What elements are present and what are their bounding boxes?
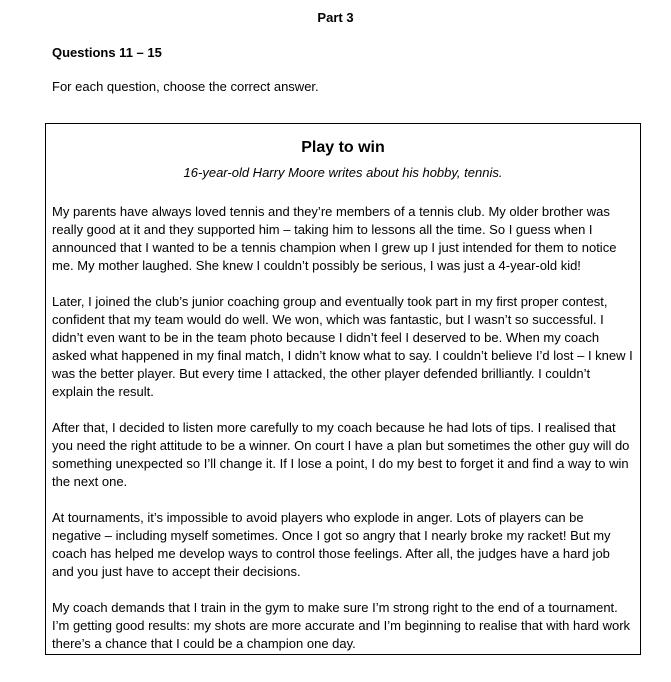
instruction-text: For each question, choose the correct answer. xyxy=(52,79,319,94)
article-paragraph: At tournaments, it’s impossible to avoid players who explode in anger. Lots of players can be negative – including myself sometimes. Once I got so angry that I nearly broke my racket! But my coach has helped me develop ways to control those feelings. After all, the judges have a hard job and you just have to accept their decisions. xyxy=(52,510,611,579)
article-paragraph: After that, I decided to listen more carefully to my coach because he had lots of tips. I realised that you need the right attitude to be a winner. On court I have a plan but sometimes the other guy will do something unexpected so I’ll change it. If I lose a point, I do my best to forget it and find a way to win the next one. xyxy=(52,420,630,489)
part-heading: Part 3 xyxy=(317,10,354,25)
article-title: Play to win xyxy=(301,139,385,156)
article-paragraph: My parents have always loved tennis and they’re members of a tennis club. My older brother was really good at it and they supported him – taking him to lessons all the time. So I guess when I announced that I wanted to be a tennis champion when I grew up I just intended for them to notice me. My mother laughed. She knew I couldn’t possibly be serious, I was just a 4-year-old kid! xyxy=(52,204,617,273)
article-subtitle: 16-year-old Harry Moore writes about his hobby, tennis. xyxy=(183,165,503,180)
article-paragraph: My coach demands that I train in the gym to make sure I’m strong right to the end of a tournament. I’m getting good results: my shots are more accurate and I’m beginning to realise that with hard work there’s a chance that I could be a champion one day. xyxy=(52,600,631,651)
questions-heading: Questions 11 – 15 xyxy=(52,45,162,60)
article-body xyxy=(52,203,634,671)
article-paragraph: Later, I joined the club’s junior coaching group and eventually took part in my first proper contest, confident that my team would do well. We won, which was fantastic, but I wasn’t so successful. I didn’t even want to be in the team photo because I didn’t feel I deserved to be. When my coach asked what happened in my final match, I didn’t know what to say. I couldn’t believe I’d lost – I knew I was the better player. But every time I attacked, the other player defended brilliantly. I couldn’t explain the result. xyxy=(52,294,633,399)
article-box xyxy=(45,123,641,655)
